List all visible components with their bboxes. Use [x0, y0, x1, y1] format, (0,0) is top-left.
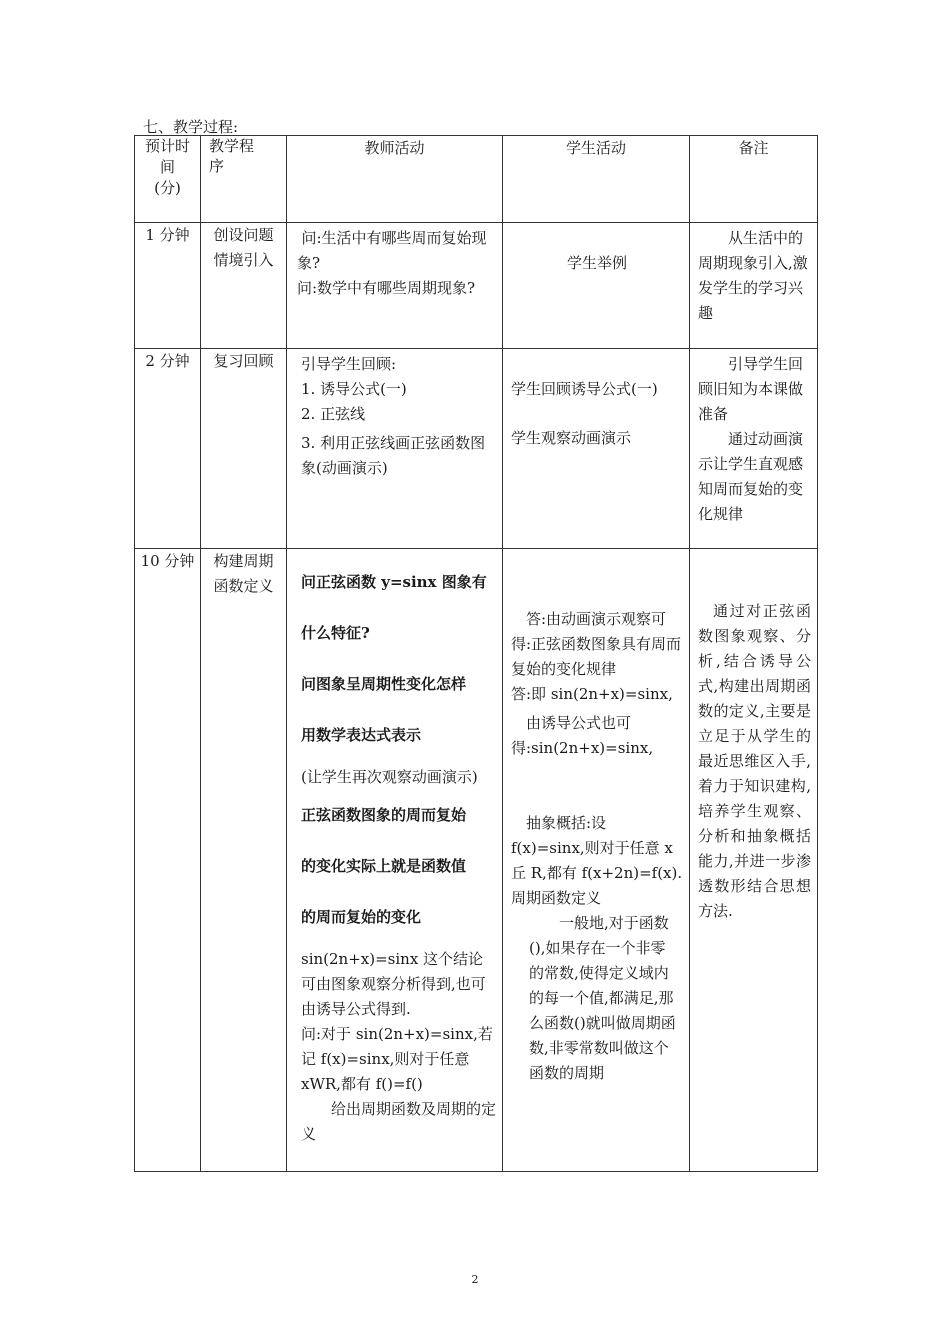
table-row [135, 349, 818, 549]
procedure-cell: 创设问题 情境引入 [201, 223, 287, 349]
table-header-row [135, 136, 818, 223]
header-note: 备注 [690, 136, 818, 223]
note-cell: 通过对正弦函数图象观察、分析,结合诱导公式,构建出周期函数的定义,主要是立足于从学生的最近思维区入手,着力于知识建构,培养学生观察、分析和抽象概括能力,并进一步渗透数形结合思想方法. [690, 549, 818, 1172]
header-procedure: 教学程 序 [201, 136, 287, 223]
time-cell: 10 分钟 [135, 549, 201, 1172]
section-heading: 七、教学过程: [143, 118, 239, 136]
note-cell: 从生活中的周期现象引入,激发学生的学习兴趣 [690, 223, 818, 349]
header-time: 预计时 间 (分) [135, 136, 201, 223]
header-teacher-activity: 教师活动 [287, 136, 503, 223]
procedure-cell: 复习回顾 [201, 349, 287, 549]
student-activity-cell: 学生回顾诱导公式(一) 学生观察动画演示 [503, 349, 690, 549]
page-number: 2 [471, 1273, 479, 1286]
student-activity-cell: 答:由动画演示观察可得:正弦函数图象具有周而复始的变化规律 答:即 sin(2n+x)=sinx, 由诱导公式也可得:sin(2n+x)=sinx, 抽象概括:设 f(x)=sinx,则对于任意 x 丘 R,都有 f(x+2n)=f(x). 周期函数定义 一般地,对于函数(),如果存在一个非零的常数,使得定义域内的每一个值,都满足,那么函数()就叫做周期函数,非零常数叫做这个函数的周期 [503, 549, 690, 1172]
procedure-cell: 构建周期 函数定义 [201, 549, 287, 1172]
student-activity-cell: 学生举例 [503, 223, 690, 349]
note-cell: 引导学生回顾旧知为本课做准备 通过动画演示让学生直观感知周而复始的变化规律 [690, 349, 818, 549]
header-student-activity: 学生活动 [503, 136, 690, 223]
teacher-activity-cell: 问正弦函数 y=sinx 图象有 什么特征? 问图象呈周期性变化怎样 用数学表达式表示 (让学生再次观察动画演示) 正弦函数图象的周而复始 的变化实际上就是函数值 的周而复始的变化 sin(2n+x)=sinx 这个结论可由图象观察分析得到,也可由诱导公式得到. 问:对于 sin(2n+x)=sinx,若记 f(x)=sinx,则对于任意 xWR,都有 f()=f() 给出周期函数及周期的定义 [287, 549, 503, 1172]
time-cell: 2 分钟 [135, 349, 201, 549]
time-cell: 1 分钟 [135, 223, 201, 349]
teacher-activity-cell: 引导学生回顾: 1. 诱导公式(一) 2. 正弦线 3. 利用正弦线画正弦函数图象(动画演示) [287, 349, 503, 549]
teacher-activity-cell: 问:生活中有哪些周而复始现象? 问:数学中有哪些周期现象? [287, 223, 503, 349]
teaching-process-table [134, 135, 818, 1172]
table-row [135, 549, 818, 1172]
table-row [135, 223, 818, 349]
